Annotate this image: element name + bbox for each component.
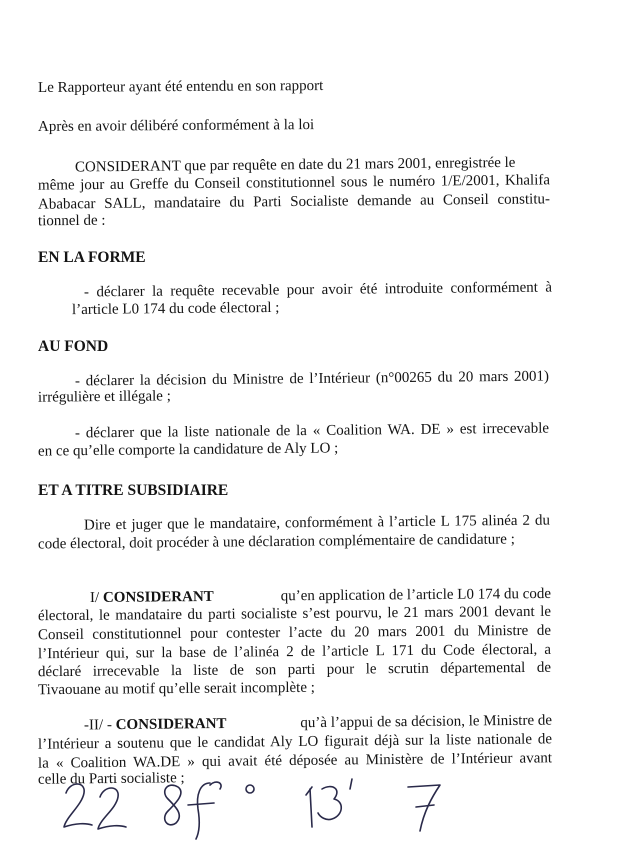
intro-line-2: Après en avoir délibéré conformément à la loi bbox=[37, 117, 315, 135]
fond-item-2-line-1: - déclarer que la liste nationale de la « Coalition WA. DE » est irrecevable bbox=[74, 420, 550, 442]
handwritten-annotation bbox=[60, 775, 530, 845]
forme-line-2: l’article L0 174 du code électoral ; bbox=[71, 299, 280, 319]
section-i-numeral: I/ bbox=[89, 589, 103, 607]
heading-en-la-forme: EN LA FORME bbox=[38, 249, 146, 266]
fond-item-1-line-2: irrégulière et illégale ; bbox=[37, 388, 171, 406]
section-ii-keyword: CONSIDERANT bbox=[115, 715, 227, 734]
section-i-line-1: I/ CONSIDERANT qu’en application de l’article L0 174 du code bbox=[89, 585, 552, 607]
considerant-1-line-4: tionnel de : bbox=[37, 212, 106, 230]
considerant-1-line-3: Ababacar SALL, mandataire du Parti Socialiste demande au Conseil constitu- bbox=[37, 191, 551, 213]
section-i-line-2: électoral, le mandataire du parti socialiste s’est pourvu, le 21 mars 2001 devant le bbox=[37, 603, 552, 625]
subsidiaire-line-2: code électoral, doit procéder à une déclaration complémentaire de candidature ; bbox=[37, 531, 515, 553]
section-i-line-4: l’Intérieur qui, sur la base de l’alinéa 2 de l’article L 171 du Code électoral, a bbox=[37, 641, 552, 663]
intro-line-1: Le Rapporteur ayant été entendu en son rapport bbox=[37, 78, 324, 96]
fond-item-1-line-1: - déclarer la décision du Ministre de l’Intérieur (n°00265 du 20 mars 2001) bbox=[74, 368, 550, 390]
considerant-keyword: CONSIDERANT bbox=[74, 158, 181, 176]
heading-subsidiaire: ET A TITRE SUBSIDIAIRE bbox=[38, 482, 229, 499]
section-i-line-6: Tivaouane au motif qu’elle serait incomplète ; bbox=[37, 679, 315, 699]
considerant-1-line-1: CONSIDERANT que par requête en date du 21 mars 2001, enregistrée le bbox=[74, 154, 516, 176]
section-i-keyword: CONSIDERANT bbox=[102, 588, 214, 606]
section-ii-line-3: la « Coalition WA.DE » qui avait été déposée au Ministère de l’Intérieur avant bbox=[37, 750, 553, 772]
section-ii-numeral: -II/ - bbox=[83, 717, 116, 734]
section-ii-line-4: celle du Parti socialiste ; bbox=[37, 770, 185, 788]
forme-line-1: - déclarer la requête recevable pour avoir été introduite conformément à bbox=[83, 279, 553, 301]
section-i-line-3: Conseil constitutionnel pour contester l’acte du 20 mars 2001 du Ministre de bbox=[37, 622, 552, 644]
section-i-line-5: déclaré irrecevable la liste de son parti pour le scrutin départemental de bbox=[37, 659, 552, 681]
section-ii-line-2: l’Intérieur a soutenu que le candidat Aly LO figurait déjà sur la liste nationale de bbox=[37, 731, 553, 753]
subsidiaire-line-1: Dire et juger que le mandataire, conformément à l’article L 175 alinéa 2 du bbox=[83, 512, 551, 534]
section-ii-line-1: -II/ - CONSIDERANT qu’à l’appui de sa décision, le Ministre de bbox=[83, 712, 553, 734]
heading-au-fond: AU FOND bbox=[38, 338, 109, 355]
considerant-1-line-2: même jour au Greffe du Conseil constitutionnel sous le numéro 1/E/2001, Khalifa bbox=[37, 172, 551, 194]
fond-item-2-line-2: en ce qu’elle comporte la candidature de Aly LO ; bbox=[37, 440, 339, 460]
